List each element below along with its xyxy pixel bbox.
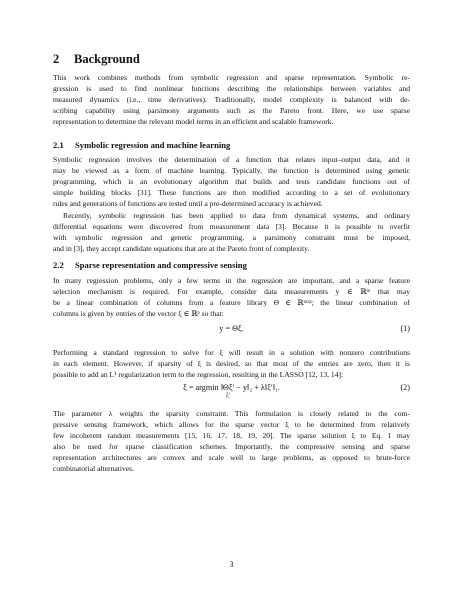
text-line: be a linear combination of columns from a feature library Θ ∈ ℝᵐˣᵖ; the linear combination of bbox=[53, 298, 410, 307]
equation-body: y = Θξ. bbox=[219, 324, 244, 333]
text-line: also be used for sparse classification schemes. Importantly, the compressive sensing and sparse bbox=[53, 442, 410, 451]
subsection-heading bbox=[53, 140, 230, 150]
text-line: in each element. However, if sparsity of ξ is desired, so that most of the entries are zero, then it is bbox=[53, 359, 410, 368]
equation-number: (1) bbox=[400, 324, 410, 333]
equation-body: ξ = argmin ‖Θξ′ − y‖₂ + λ‖ξ′‖₁. bbox=[183, 383, 280, 392]
section-heading bbox=[53, 52, 140, 67]
text-line: representation architectures are convex and scale well to large problems, as opposed to brute-force bbox=[53, 453, 410, 462]
text-line: columns is given by entries of the vector ξ ∈ ℝᵖ so that: bbox=[53, 309, 224, 318]
paragraph bbox=[53, 154, 410, 209]
text-line: The parameter λ weights the sparsity constraint. This formulation is closely related to the com- bbox=[53, 409, 410, 418]
text-line: In many regression problems, only a few terms in the regression are important, and a sparse feature bbox=[53, 276, 410, 285]
text-line: combinatorial alternatives. bbox=[53, 464, 134, 473]
equation-number: (2) bbox=[400, 383, 410, 392]
text-line: gression is used to find nonlinear functions describing the relationships between variables and bbox=[53, 84, 410, 93]
text-line: may be viewed as a form of machine learning. Typically, the function is determined using genetic bbox=[53, 166, 410, 175]
text-line: Recently, symbolic regression has been applied to data from dynamical systems, and ordinary bbox=[63, 211, 410, 220]
text-line: differential equations were discovered from measurement data [3]. Because it is possible to overfit bbox=[53, 222, 410, 231]
text-line: simple building blocks [31]. These functions are then modified according to a set of evolutionary bbox=[53, 188, 410, 197]
section-title: Background bbox=[74, 52, 140, 66]
argmin-subscript: ξ′ bbox=[226, 393, 230, 399]
paragraph bbox=[53, 275, 410, 319]
text-line: selection mechanism is required. For example, consider data measurements y ∈ ℝᵐ that may bbox=[53, 287, 410, 296]
paragraph bbox=[53, 210, 410, 254]
text-line: measured dynamics (i.e., time derivatives). Traditionally, model complexity is balanced with de- bbox=[53, 95, 410, 104]
text-line: This work combines methods from symbolic regression and sparse representation. Symbolic re- bbox=[53, 73, 410, 82]
text-line: Symbolic regression involves the determination of a function that relates input–output data, and it bbox=[53, 155, 410, 164]
subsection-number: 2.1 bbox=[53, 140, 64, 150]
text-line: and in [3], they accept candidate equations that are at the Pareto front of complexity. bbox=[53, 244, 310, 253]
subsection-number: 2.2 bbox=[53, 260, 64, 270]
paragraph bbox=[53, 347, 410, 380]
subsection-title: Sparse representation and compressive sensing bbox=[75, 260, 247, 270]
text-line: rules and generations of functions are tested until a pre-determined accuracy is achieved. bbox=[53, 199, 323, 208]
section-number: 2 bbox=[53, 52, 60, 66]
text-line: with symbolic regression and genetic programming, a parsimony constraint must be imposed, bbox=[53, 233, 410, 242]
text-line: few incoherent random measurements [15, 16, 17, 18, 19, 20]. The sparse solution ξ to Eq. 1 may bbox=[53, 431, 410, 440]
text-line: representation to determine the relevant model terms in an efficient and scalable framework. bbox=[53, 117, 334, 126]
text-line: pressive sensing framework, which allows for the sparse vector ξ to be determined from relatively bbox=[53, 420, 410, 429]
equation-1 bbox=[53, 324, 410, 338]
text-line: Performing a standard regression to solve for ξ will result in a solution with nonzero contributions bbox=[53, 348, 410, 357]
subsection-heading bbox=[53, 260, 247, 270]
paragraph bbox=[53, 408, 410, 474]
page-number: 3 bbox=[229, 560, 234, 569]
text-line: programming, which is an evolutionary algorithm that builds and tests candidate functions out of bbox=[53, 177, 410, 186]
text-line: scribing capability using parsimony arguments such as the Pareto front. Here, we use sparse bbox=[53, 106, 410, 115]
equation-2 bbox=[53, 383, 410, 405]
subsection-title: Symbolic regression and machine learning bbox=[75, 140, 231, 150]
text-line: possible to add an L¹ regularization term to the regression, resulting in the LASSO [12, 13, 14]: bbox=[53, 370, 344, 379]
intro-paragraph bbox=[53, 72, 410, 127]
